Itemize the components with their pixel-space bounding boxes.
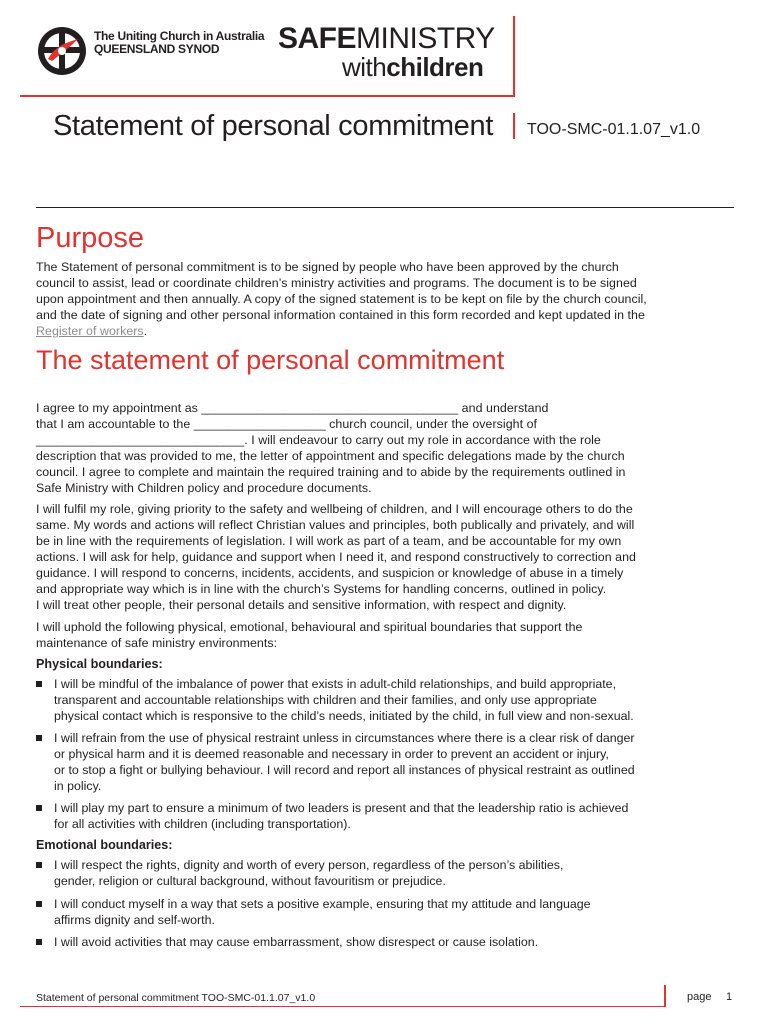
bullet-line: for all activities with children (including transportation).: [54, 817, 351, 831]
org-name-line1: The Uniting Church in Australia: [94, 29, 265, 43]
header-divider-horizontal: [20, 95, 515, 97]
document-title: Statement of personal commitment: [53, 110, 494, 142]
statement-heading: The statement of personal commitment: [36, 345, 505, 375]
brand-children: children: [386, 52, 484, 82]
statement-line: I will uphold the following physical, emotional, behavioural and spiritual boundaries that support the: [36, 620, 583, 634]
statement-line: be in line with the requirements of legislation. I will work as part of a team, and be accountable for my own: [36, 534, 622, 548]
emotional-bullet-1: [36, 857, 736, 889]
bullet-line: physical contact which is responsive to the child’s needs, initiated by the child, in full view and non-sexual.: [54, 709, 634, 723]
bullet-line: I will conduct myself in a way that sets a positive example, ensuring that my attitude and language: [54, 897, 591, 911]
statement-line: I will treat other people, their personal details and sensitive information, with respect and dignity.: [36, 598, 567, 612]
purpose-line: and the date of signing and other personal information contained in this form recorded and kept updated in the: [36, 308, 645, 322]
footer-page-label: page: [687, 991, 712, 1003]
statement-line: ______________________________. I will endeavour to carry out my role in accordance with the role: [36, 433, 601, 447]
statement-line: council. I agree to complete and maintain the required training and to abide by the requirements outlined in: [36, 465, 626, 479]
bullet-line: in policy.: [54, 779, 102, 793]
bullet-square-icon: [36, 901, 42, 907]
footer-document-reference: Statement of personal commitment TOO-SMC-01.1.07_v1.0: [36, 992, 316, 1004]
title-divider: [513, 113, 515, 139]
physical-bullet-3: [36, 800, 736, 832]
statement-line: guidance. I will respond to concerns, incidents, accidents, and suspicion or knowledge of abuse in a timely: [36, 566, 624, 580]
purpose-line: upon appointment and then annually. A copy of the signed statement is to be kept on file by the church council,: [36, 292, 647, 306]
bullet-square-icon: [36, 805, 42, 811]
bullet-line: I will refrain from the use of physical restraint unless in circumstances where there is a clear risk of danger: [54, 731, 635, 745]
purpose-link-suffix: .: [143, 324, 148, 338]
brand-safe: SAFE: [278, 22, 357, 55]
statement-paragraph-3: [36, 619, 736, 651]
purpose-heading: Purpose: [36, 222, 145, 254]
footer-divider-vertical: [664, 985, 666, 1007]
footer-page-number: 1: [726, 991, 733, 1003]
statement-line: I will fulfil my role, giving priority to the safety and wellbeing of children, and I will encourage others to do the: [36, 502, 633, 516]
bullet-line: or physical harm and it is deemed reasonable and necessary in order to prevent an accident or injury,: [54, 747, 609, 761]
purpose-line-last: [36, 323, 736, 339]
bullet-line: I will respect the rights, dignity and worth of every person, regardless of the person’s abilities,: [54, 858, 564, 872]
statement-line: same. My words and actions will reflect Christian values and principles, both publically and privately, and will: [36, 518, 635, 532]
bullet-square-icon: [36, 681, 42, 687]
bullet-square-icon: [36, 735, 42, 741]
bullet-line: I will be mindful of the imbalance of power that exists in adult-child relationships, and build appropriate,: [54, 677, 617, 691]
statement-paragraph-1: [36, 400, 736, 496]
bullet-line: I will avoid activities that may cause embarrassment, show disrespect or cause isolation.: [54, 935, 539, 949]
physical-boundaries-heading: Physical boundaries:: [36, 657, 163, 671]
physical-bullet-1: [36, 676, 736, 724]
emotional-bullet-3: [36, 934, 736, 950]
emotional-bullet-2: [36, 896, 736, 928]
statement-line: Safe Ministry with Children policy and procedure documents.: [36, 481, 372, 495]
register-of-workers-link[interactable]: Register of workers: [36, 324, 144, 338]
statement-line: actions. I will ask for help, guidance and support when I need it, and respond constructively to correction and: [36, 550, 636, 564]
statement-line: description that was provided to me, the letter of appointment and specific delegations made by the church: [36, 449, 625, 463]
bullet-line: or to stop a fight or bullying behaviour. I will record and report all instances of physical restraint as outlined: [54, 763, 635, 777]
statement-paragraph-2: [36, 501, 736, 613]
emotional-boundaries-heading: Emotional boundaries:: [36, 838, 173, 852]
bullet-line: I will play my part to ensure a minimum of two leaders is present and that the leadership ratio is achieved: [54, 801, 629, 815]
statement-line: I agree to my appointment as _____________________________________ and understand: [36, 401, 549, 415]
footer-divider: [20, 1006, 665, 1007]
brand-with: with: [342, 52, 387, 82]
brand-with-children: [342, 54, 483, 80]
statement-line: and appropriate way which is in line with the church’s Systems for handling concerns, outlined in policy.: [36, 582, 607, 596]
church-logo-icon: [36, 25, 88, 77]
purpose-line: The Statement of personal commitment is to be signed by people who have been approved by the church: [36, 260, 619, 274]
document-code: TOO-SMC-01.1.07_v1.0: [527, 121, 701, 138]
bullet-line: transparent and accountable relationships with children and their families, and only use appropriate: [54, 693, 597, 707]
purpose-line: council to assist, lead or coordinate children’s ministry activities and programs. The document is to be signed: [36, 276, 637, 290]
brand-ministry: MINISTRY: [356, 22, 495, 55]
bullet-square-icon: [36, 862, 42, 868]
physical-bullet-2: [36, 730, 736, 794]
brand-safe-ministry: [278, 24, 495, 54]
bullet-square-icon: [36, 939, 42, 945]
bullet-line: affirms dignity and self-worth.: [54, 913, 215, 927]
bullet-line: gender, religion or cultural background, without favouritism or prejudice.: [54, 874, 446, 888]
statement-line: maintenance of safe ministry environments:: [36, 636, 278, 650]
header-divider-vertical: [513, 16, 515, 96]
org-name-line2: QUEENSLAND SYNOD: [94, 42, 220, 56]
section-rule: [36, 207, 734, 208]
statement-line: that I am accountable to the ___________________ church council, under the oversight of: [36, 417, 538, 431]
purpose-paragraph: [36, 259, 736, 339]
